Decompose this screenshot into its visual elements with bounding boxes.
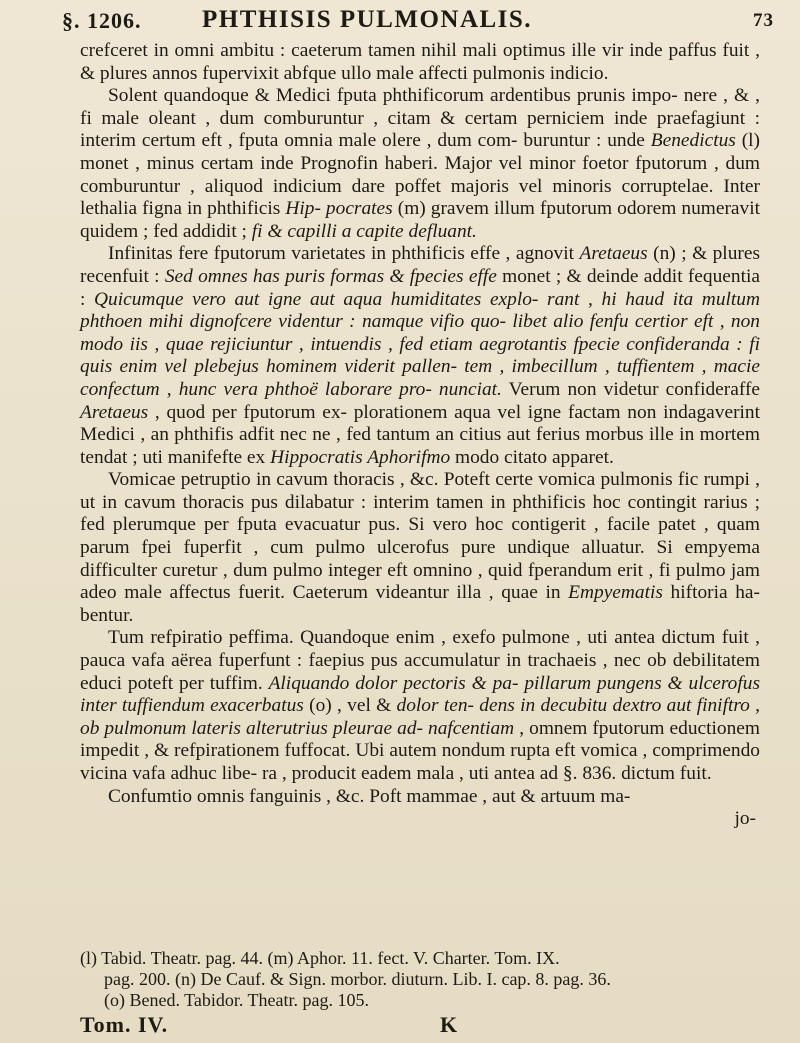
name-aretaeus: Aretaeus: [579, 243, 648, 265]
catchword: jo-: [734, 808, 756, 830]
footnote-line: pag. 200. (n) De Cauf. & Sign. morbor. diuturn. Lib. I. cap. 8. pag. 36.: [104, 969, 611, 989]
signature-mark: K: [440, 1012, 458, 1037]
footnote-line: (l) Tabid. Theatr. pag. 44. (m) Aphor. 11. fect. V. Charter. Tom. IX.: [80, 948, 560, 968]
paragraph-3: Infinitas fere fputorum varietates in phthificis effe , agnovit Aretaeus (n) ; & plures recenfuit : Sed omnes has puris formas & fpecies effe monet ; & deinde addit fequentia : Quicumque vero aut igne aut aqua humiditates explo- rant , hi haud ita multum phthoen mihi dignofcere videntur : namque vifio quo- libet alio fenfu certior eft , non modo iis , quae rejiciuntur , intuendis , fed etiam aegrotantis fpecie confideranda : fi quis enim vel plebejus hominem viderit pallen- tem , imbecillum , tuffientem , macie confectum , hunc vera phthoë laborare pro- nunciat. Verum non videtur confideraffe Aretaeus , quod per fputorum ex- plorationem aqua vel igne factam non indagaverint Medici , an phthifis adfit nec ne , fed tantum an citius aut ferius morbus ille in mortem tendat ; uti manifefte ex Hippocratis Aphorifmo modo citato apparet.: [80, 243, 761, 468]
paragraph-2: Solent quandoque & Medici fputa phthificorum ardentibus prunis impo- nere , & , fi male oleant , dum comburuntur , citam & certam perniciem inde praefagiunt : interim certum eft , fputa omnia male olere , dum com- buruntur : unde Benedictus (l) monet , minus certam inde Prognofin haberi. Major vel minor foetor fputorum , dum comburuntur , aliquod indicium dare poffet majoris vel minoris corruptelae. Inter lethalia figna in phthificis Hip- pocrates (m) gravem illum fputorum odorem numeravit quidem ; fed addidit ; fi & capilli a capite defluant.: [80, 85, 760, 242]
quotation: Sed omnes has puris formas & fpecies effe: [164, 265, 497, 287]
page-footer: [80, 1012, 760, 1040]
paragraph-5: Tum refpiratio peffima. Quandoque enim , exefo pulmone , uti antea dictum fuit , pauca vafa aërea fuperfunt : faepius pus accumulatur in trachaeis , nec ob debilitatem educi poteft per tuffim. Aliquando dolor pectoris & pa- pillarum pungens & ulcerofus inter tuffiendum exacerbatus (o) , vel & dolor ten- dens in decubitu dextro aut finiftro , ob pulmonum lateris alterutrius pleurae ad- nafcentiam , omnem fputorum eductionem impedit , & refpirationem fuffocat. Ubi autem nondum rupta eft vomica , comprimendo vicina vafa adhuc libe- ra , producit eadem mala , uti antea ad §. 836. dictum fuit.: [80, 627, 761, 784]
paragraph-6: Confumtio omnis fanguinis , &c. Poft mammae , aut & artuum ma-: [108, 785, 631, 807]
quotation: dolor ten- dens in decubitu dextro aut finiftro , ob pulmonum lateris alterutrius pleurae ad- nafcentiam: [80, 695, 761, 739]
running-header: [62, 4, 774, 38]
term-empyema: Empyematis: [568, 582, 663, 604]
name-aretaeus: Aretaeus: [80, 401, 149, 423]
quotation: fi & capilli a capite defluant.: [251, 220, 477, 242]
running-title: PHTHISIS PULMONALIS.: [202, 6, 533, 33]
section-number: §. 1206.: [62, 8, 142, 33]
volume-label: Tom. IV.: [80, 1012, 169, 1037]
page-number: 73: [753, 10, 774, 31]
name-benedictus: Benedictus: [650, 130, 736, 152]
quotation-long: Quicumque vero aut igne aut aqua humiditates explo- rant , hi haud ita multum phthoen mihi dignofcere videntur : namque vifio quo- libet alio fenfu certior eft , non modo iis , quae rejiciuntur , intuendis , fed etiam aegrotantis fpecie confideranda : fi quis enim vel plebejus hominem viderit pallen- tem , imbecillum , tuffientem , macie confectum , hunc vera phthoë laborare pro- nunciat.: [80, 288, 760, 400]
paragraph-4: Vomicae petruptio in cavum thoracis , &c. Poteft certe vomica pulmonis fic rumpi , ut in cavum thoracis pus dilabatur : interim tamen in phthificis hoc contingit rarius ; fed plerumque per fputa evacuatur pus. Si vero hoc contigerit , facile patet , quam parum fpei fuperfit , cum pulmo ulcerofus pure undique alluatur. Si empyema difficulter curetur , dum pulmo integer eft omnino , quid fperandum erit , fi pulmo jam adeo male affectus fuerit. Caeterum videantur illa , quae in Empyematis hiftoria ha- bentur.: [80, 469, 760, 626]
footnotes: [80, 948, 760, 1011]
work-title: Hippocratis Aphorifmo: [270, 446, 451, 468]
name-hippocrates: Hip- pocrates: [285, 198, 393, 220]
paragraph-1: crefceret in omni ambitu : caeterum tamen nihil mali optimus ille vir inde paffus fuit , & plures annos fupervixit abfque ullo male affecti pulmonis indicio.: [80, 40, 760, 84]
footnote-line: (o) Bened. Tabidor. Theatr. pag. 105.: [104, 990, 370, 1010]
main-text: [80, 40, 760, 831]
quotation: Aliquando dolor pectoris & pa- pillarum pungens & ulcerofus inter tuffiendum exacerbatus: [80, 672, 760, 717]
